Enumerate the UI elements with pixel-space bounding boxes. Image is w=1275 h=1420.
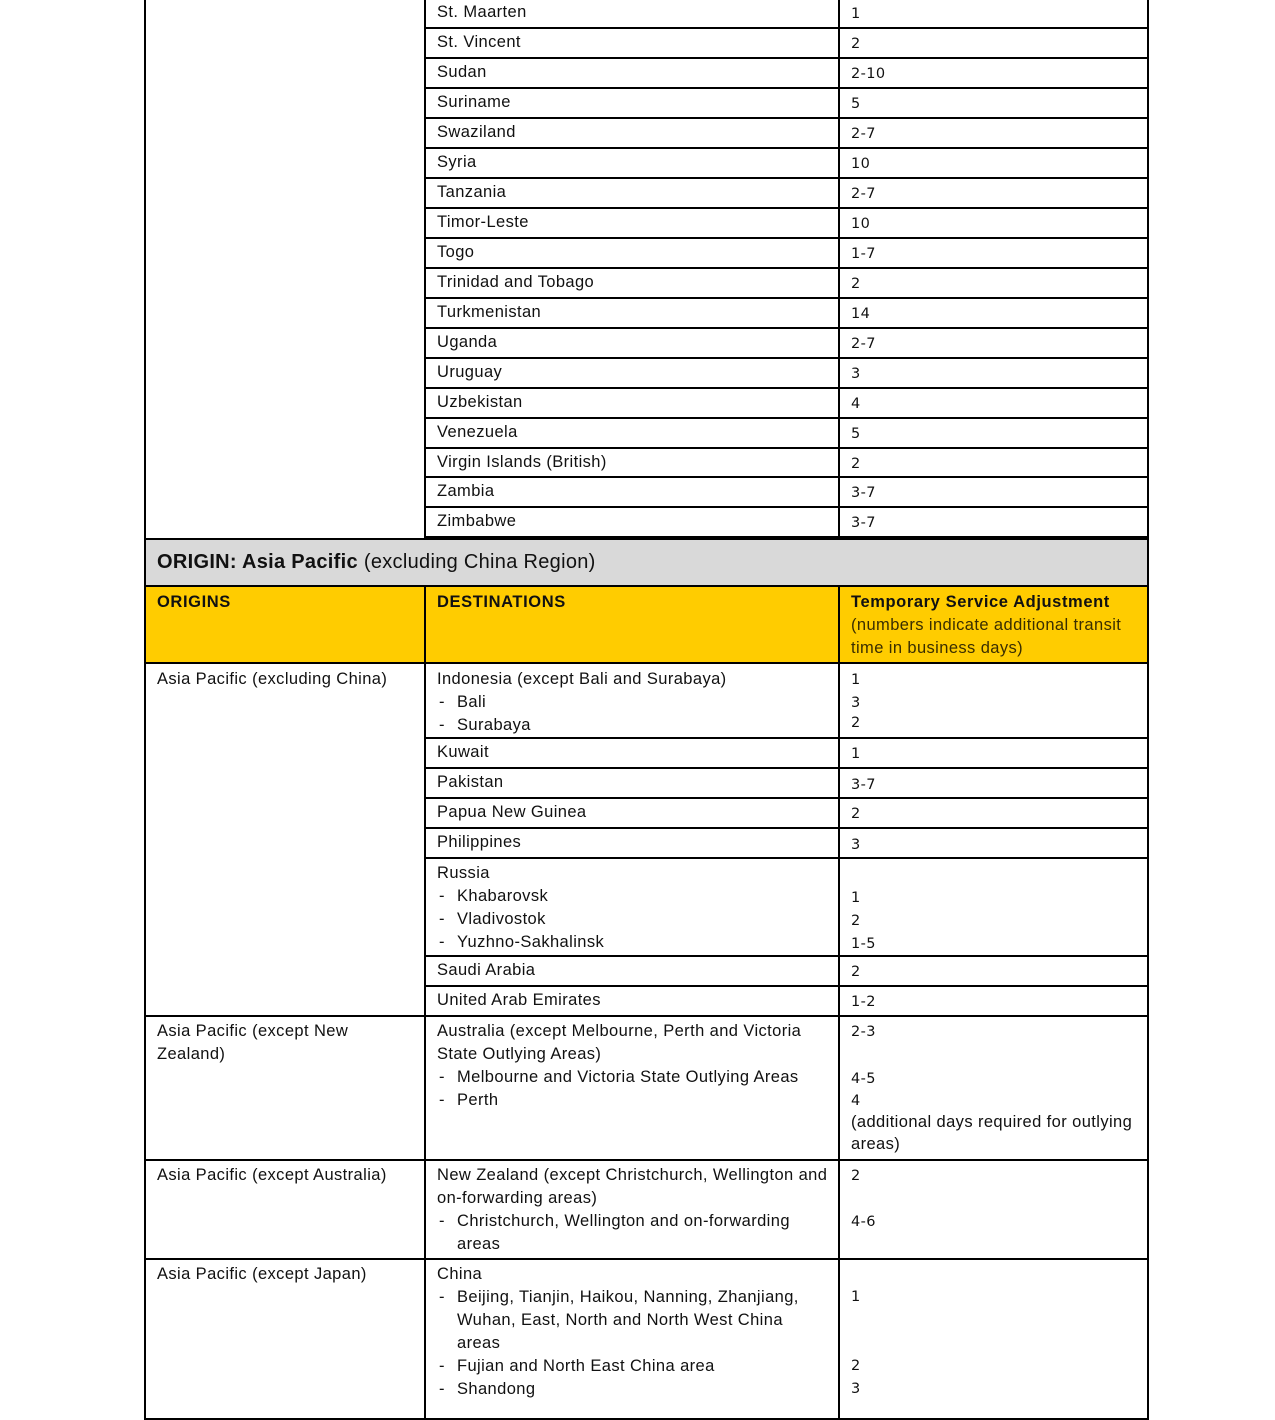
- origin-cell: Asia Pacific (except New Zealand): [144, 1017, 424, 1161]
- sub-destination-text: Christchurch, Wellington and on-forwarding areas: [457, 1212, 790, 1253]
- table-row-adjustment: 3-7: [838, 769, 1149, 799]
- adjustment-value: 2: [851, 913, 861, 929]
- section-header: [144, 538, 1149, 587]
- table-row-destination: Sudan: [424, 59, 838, 89]
- continued-table: [144, 0, 1149, 538]
- table-row-adjustment: 5: [838, 89, 1149, 119]
- table-row-destination: Turkmenistan: [424, 299, 838, 329]
- table-row-destination: Uganda: [424, 329, 838, 359]
- table-row-adjustment: 2-7: [838, 329, 1149, 359]
- table-row-adjustment: [838, 1161, 1149, 1260]
- sub-destination-text: Surabaya: [457, 716, 531, 734]
- table-row-destination: Zambia: [424, 478, 838, 508]
- table-row-destination: Virgin Islands (British): [424, 449, 838, 478]
- header-origins: [144, 587, 424, 664]
- origin-group-except-australia: [144, 1161, 1149, 1260]
- table-row-adjustment: 4: [838, 389, 1149, 419]
- sub-destination-text: Khabarovsk: [457, 887, 549, 905]
- sub-destination-text: Fujian and North East China area: [457, 1357, 715, 1375]
- sub-destination-text: Yuzhno-Sakhalinsk: [457, 933, 605, 951]
- table-row-adjustment: 3-7: [838, 478, 1149, 508]
- table-row-destination: Togo: [424, 239, 838, 269]
- table-row-destination: Papua New Guinea: [424, 799, 838, 829]
- dash-bullet: -: [439, 910, 445, 928]
- table-row-adjustment: 5: [838, 419, 1149, 449]
- sub-destination: [437, 1089, 828, 1112]
- origin-cell-continued: [144, 0, 424, 538]
- dash-bullet: -: [439, 1380, 445, 1398]
- table-row-adjustment: 2-7: [838, 119, 1149, 149]
- adjustment-value: 4: [851, 1093, 861, 1109]
- table-row-adjustment: 2: [838, 269, 1149, 299]
- document-page: [144, 0, 1149, 1420]
- table-row-destination: Pakistan: [424, 769, 838, 799]
- sub-destination-text: Perth: [457, 1091, 499, 1109]
- table-row-destination: Venezuela: [424, 419, 838, 449]
- spacer: [851, 1044, 1137, 1067]
- adjustment-value: 1-5: [851, 936, 876, 952]
- table-row-destination: Philippines: [424, 829, 838, 859]
- table-row-destination: [424, 1161, 838, 1260]
- header-origins-label: ORIGINS: [157, 593, 231, 611]
- spacer: [851, 1332, 1137, 1355]
- table-row-destination: Syria: [424, 149, 838, 179]
- table-row-adjustment: 2-7: [838, 179, 1149, 209]
- table-row-destination: Kuwait: [424, 739, 838, 769]
- dash-bullet: -: [439, 1288, 445, 1306]
- table-row-destination: [424, 664, 838, 739]
- table-row-destination: Swaziland: [424, 119, 838, 149]
- sub-destination: [437, 908, 828, 931]
- table-row-adjustment: 2: [838, 449, 1149, 478]
- dash-bullet: -: [439, 1091, 445, 1109]
- table-row-adjustment: 10: [838, 149, 1149, 179]
- table-row-destination: Uruguay: [424, 359, 838, 389]
- table-row-destination: Zimbabwe: [424, 508, 838, 538]
- adjustment-value: 2: [851, 715, 861, 731]
- table-row-destination: Saudi Arabia: [424, 957, 838, 987]
- table-row-adjustment: 2: [838, 799, 1149, 829]
- dash-bullet: -: [439, 693, 445, 711]
- sub-destination: [437, 1286, 828, 1355]
- origin-group-excluding-china: [144, 664, 1149, 1017]
- sub-destination-text: Beijing, Tianjin, Haikou, Nanning, Zhanjiang, Wuhan, East, North and North West China areas: [457, 1288, 799, 1352]
- column-headers: [144, 587, 1149, 664]
- table-row-adjustment: 3: [838, 829, 1149, 859]
- table-row-destination: Trinidad and Tobago: [424, 269, 838, 299]
- header-adjustment-title: Temporary Service Adjustment: [851, 593, 1110, 611]
- sub-destination-text: Vladivostok: [457, 910, 546, 928]
- adjustment-value: 2: [851, 1168, 861, 1184]
- table-row-destination: United Arab Emirates: [424, 987, 838, 1017]
- adjustment-value: 2-3: [851, 1024, 876, 1040]
- table-row-adjustment: 2-10: [838, 59, 1149, 89]
- dash-bullet: -: [439, 887, 445, 905]
- origin-cell: Asia Pacific (excluding China): [144, 664, 424, 1017]
- header-destinations: [424, 587, 838, 664]
- table-row-destination: Tanzania: [424, 179, 838, 209]
- adjustment-value: 3: [851, 1381, 861, 1397]
- sub-destination: [437, 714, 828, 737]
- adjustment-value: [851, 862, 1137, 885]
- sub-destination: [437, 885, 828, 908]
- table-row-adjustment: 2: [838, 29, 1149, 59]
- destination-text: Indonesia (except Bali and Surabaya): [437, 670, 727, 688]
- destination-text: Australia (except Melbourne, Perth and Victoria State Outlying Areas): [437, 1022, 802, 1063]
- destination-text: China: [437, 1265, 483, 1283]
- table-row-destination: Suriname: [424, 89, 838, 119]
- table-row-adjustment: 1-2: [838, 987, 1149, 1017]
- origin-cell: Asia Pacific (except Japan): [144, 1260, 424, 1420]
- origin-group-except-new-zealand: [144, 1017, 1149, 1161]
- dash-bullet: -: [439, 933, 445, 951]
- adjustment-note: (additional days required for outlying areas): [851, 1113, 1133, 1153]
- header-adjustment-note: (numbers indicate additional transit time in business days): [851, 616, 1122, 657]
- sub-destination: [437, 1066, 828, 1089]
- dash-bullet: -: [439, 1212, 445, 1230]
- table-row-adjustment: [838, 1260, 1149, 1420]
- adjustment-value: 1: [851, 672, 861, 688]
- table-row-adjustment: 10: [838, 209, 1149, 239]
- section-qualifier: (excluding China Region): [363, 551, 596, 573]
- adjustment-value: 4-5: [851, 1071, 876, 1087]
- dash-bullet: -: [439, 1068, 445, 1086]
- table-row-adjustment: [838, 859, 1149, 957]
- adjustment-value: 1: [851, 1289, 861, 1305]
- table-row-destination: [424, 1017, 838, 1161]
- dash-bullet: -: [439, 1357, 445, 1375]
- table-row-adjustment: 1: [838, 739, 1149, 769]
- table-row-adjustment: [838, 664, 1149, 739]
- destination-text: Russia: [437, 864, 490, 882]
- header-destinations-label: DESTINATIONS: [437, 593, 566, 611]
- table-row-adjustment: 1-7: [838, 239, 1149, 269]
- adjustment-value: 4-6: [851, 1214, 876, 1230]
- sub-destination: [437, 1210, 828, 1256]
- table-row-adjustment: [838, 1017, 1149, 1161]
- sub-destination: [437, 1355, 828, 1378]
- origin-group-except-japan: [144, 1260, 1149, 1420]
- table-row-destination: St. Vincent: [424, 29, 838, 59]
- adjustment-value: 1: [851, 890, 861, 906]
- section-label: ORIGIN: Asia Pacific: [157, 551, 358, 573]
- table-row-adjustment: 14: [838, 299, 1149, 329]
- table-row-destination: Timor-Leste: [424, 209, 838, 239]
- sub-destination: [437, 931, 828, 954]
- table-row-adjustment: 3: [838, 359, 1149, 389]
- sub-destination-text: Shandong: [457, 1380, 536, 1398]
- adjustment-value: 2: [851, 1358, 861, 1374]
- spacer: [851, 1188, 1137, 1211]
- origin-cell: Asia Pacific (except Australia): [144, 1161, 424, 1260]
- sub-destination: [437, 691, 828, 714]
- table-row-adjustment: 1: [838, 0, 1149, 29]
- table-row-destination: [424, 859, 838, 957]
- table-row-adjustment: 3-7: [838, 508, 1149, 538]
- sub-destination-text: Bali: [457, 693, 487, 711]
- spacer: [851, 1309, 1137, 1332]
- header-adjustment: [838, 587, 1149, 664]
- table-row-destination: St. Maarten: [424, 0, 838, 29]
- table-row-destination: [424, 1260, 838, 1420]
- adjustment-value: 3: [851, 695, 861, 711]
- spacer: [851, 1263, 1137, 1286]
- dash-bullet: -: [439, 716, 445, 734]
- table-row-destination: Uzbekistan: [424, 389, 838, 419]
- sub-destination-text: Melbourne and Victoria State Outlying Areas: [457, 1068, 799, 1086]
- destination-text: New Zealand (except Christchurch, Wellington and on-forwarding areas): [437, 1166, 828, 1207]
- table-row-adjustment: 2: [838, 957, 1149, 987]
